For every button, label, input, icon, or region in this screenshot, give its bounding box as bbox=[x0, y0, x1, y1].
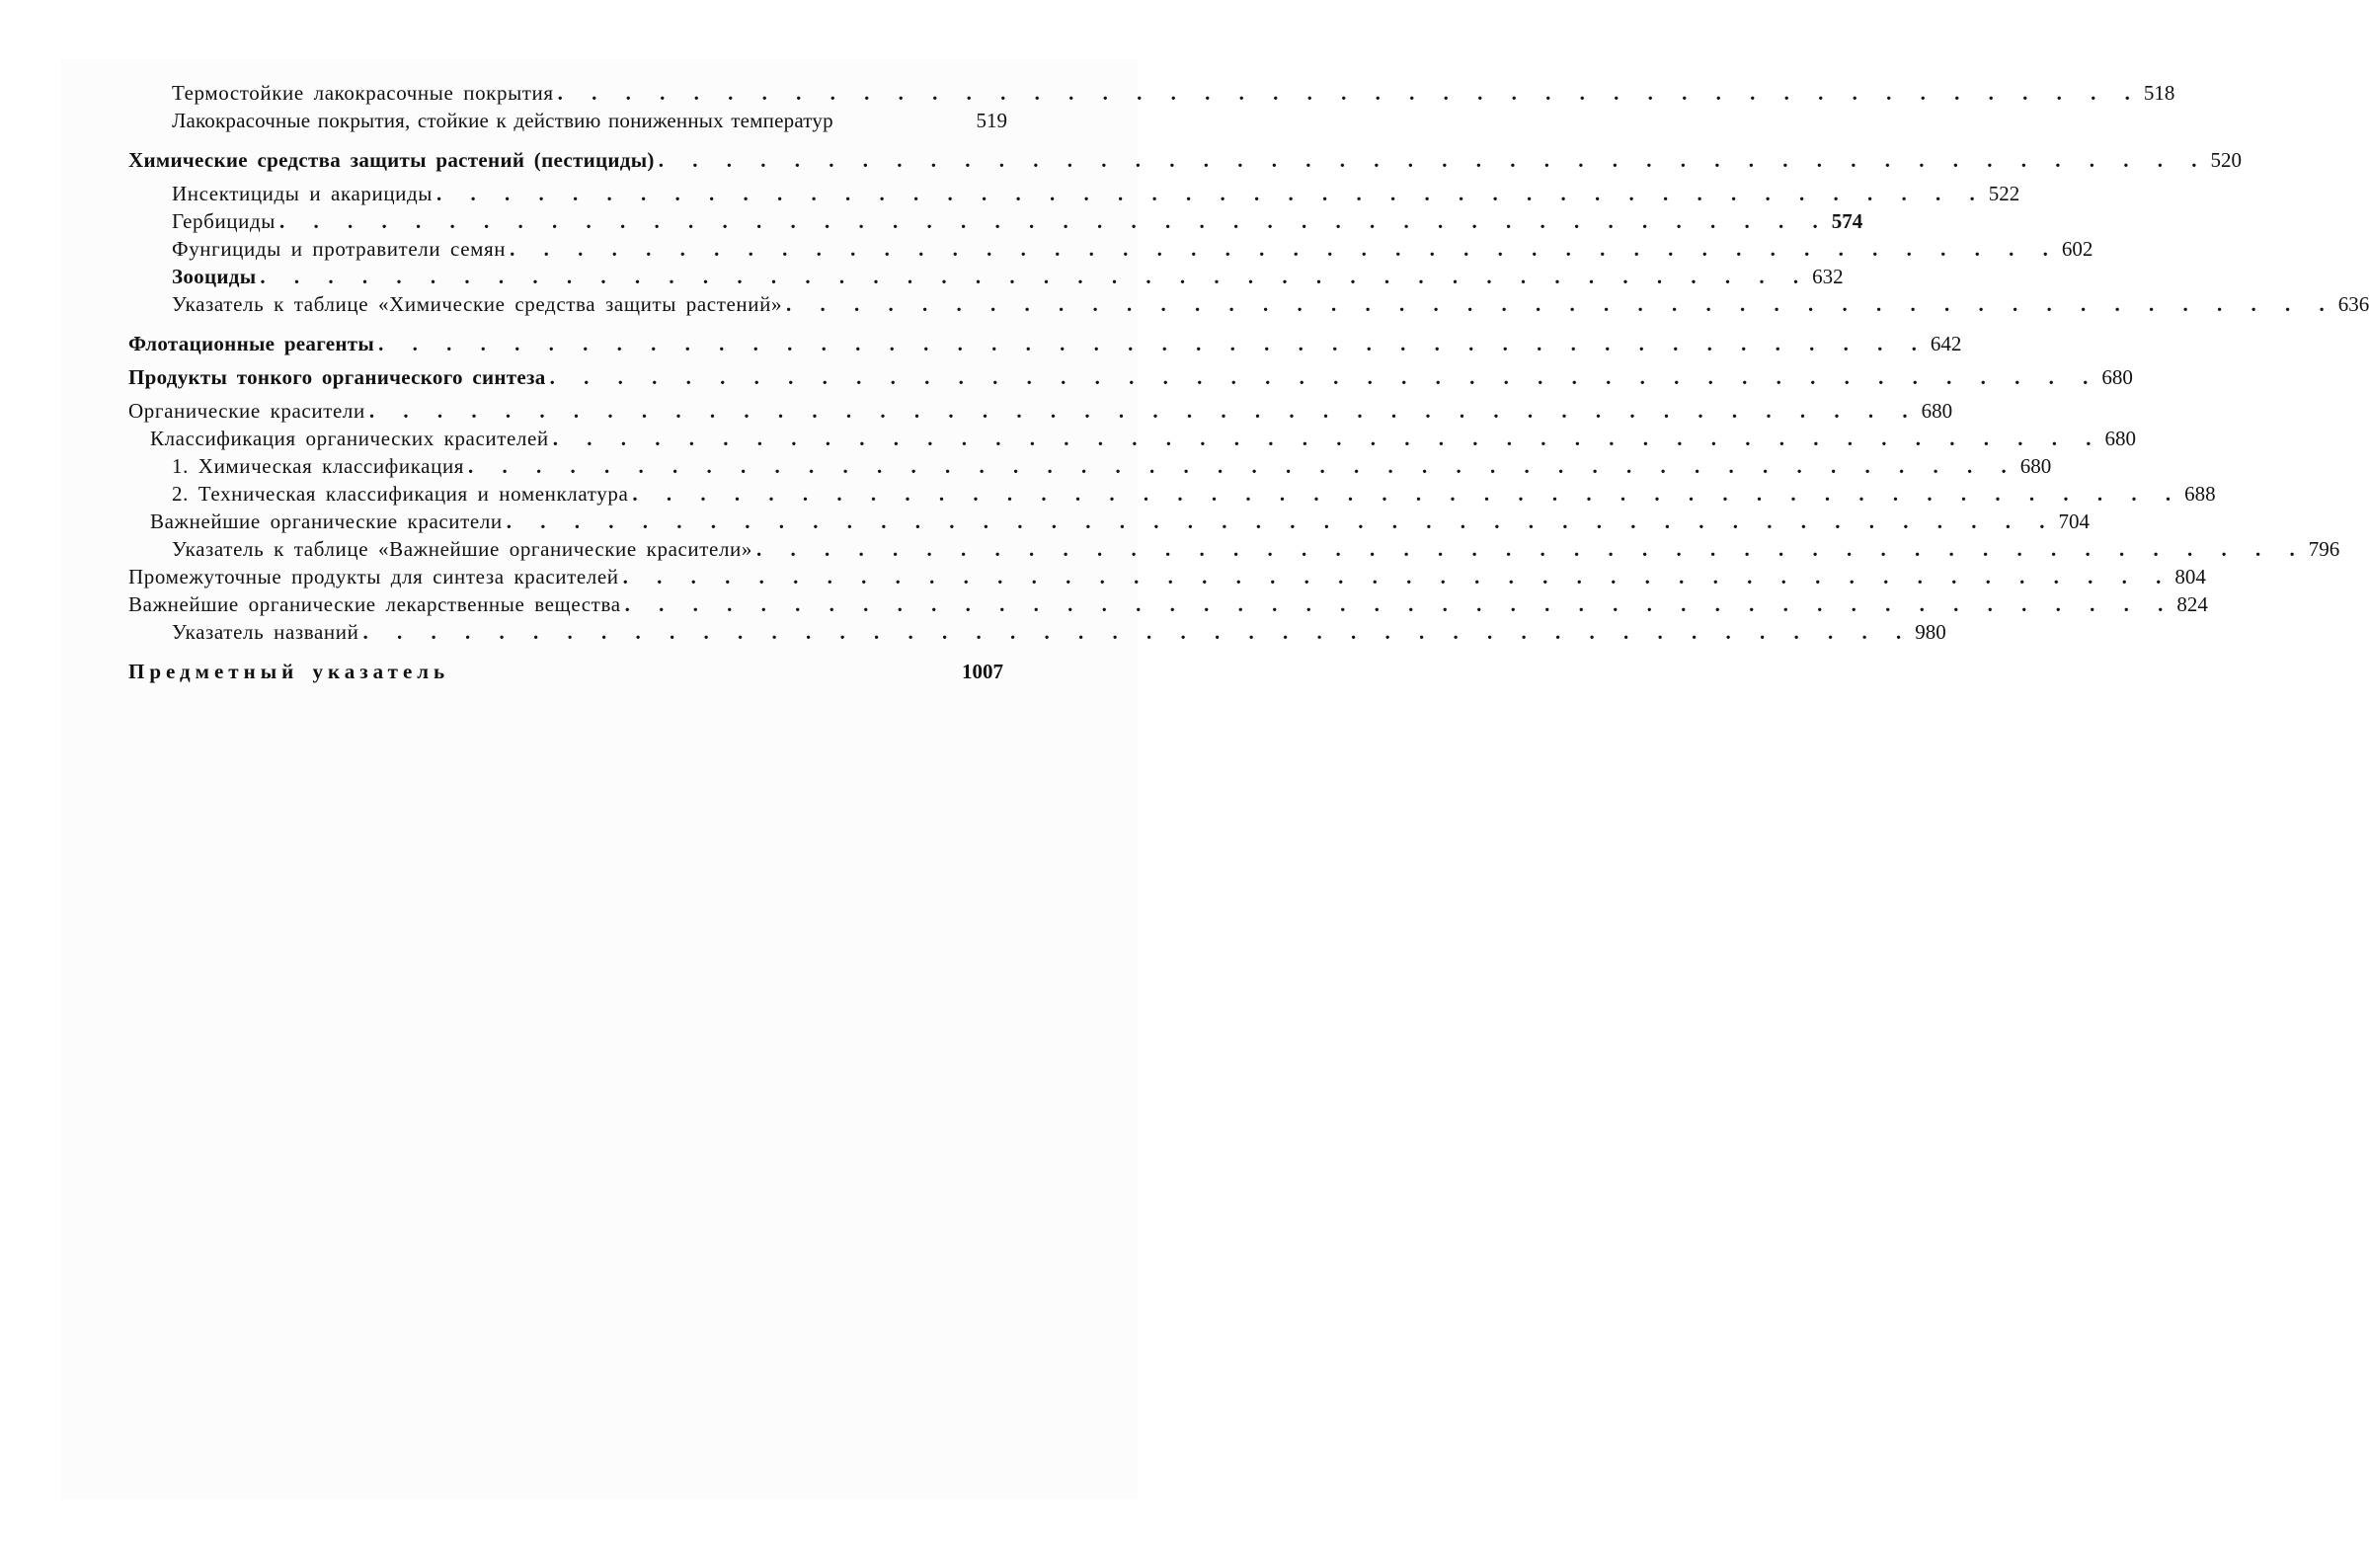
toc-section-title: Предметный указатель bbox=[128, 660, 450, 683]
toc-section-title: Флотационные реагенты bbox=[128, 332, 375, 355]
toc-entry[interactable] bbox=[128, 618, 1946, 646]
toc-entry[interactable] bbox=[128, 79, 2175, 107]
toc-entry-title: Указатель названий bbox=[172, 620, 359, 644]
toc-section-title: Химические средства защиты растений (пестициды) bbox=[128, 148, 655, 172]
toc-entry-page: 602 bbox=[2061, 237, 2093, 261]
toc-entry-title: Указатель к таблице «Важнейшие органические красители» bbox=[172, 537, 752, 561]
toc-leader-dots: . . . . . . . . . . . . . . . . . . . . . . . . . . . . . . . . . . . . . . . . . . . . . . bbox=[378, 332, 1927, 355]
toc-entry-page: 574 bbox=[1831, 209, 1863, 233]
toc-entry[interactable] bbox=[128, 263, 1844, 290]
toc-entry-page: 519 bbox=[976, 109, 1007, 132]
toc-leader-dots: . . . . . . . . . . . . . . . . . . . . . . . . . . . . . . . . . . . . . . . . . . . . . . bbox=[755, 537, 2305, 561]
toc-section-page: 520 bbox=[2210, 148, 2242, 172]
toc-entry-title: Зооциды bbox=[172, 265, 257, 288]
toc-entry-title: Гербициды bbox=[172, 209, 276, 233]
toc-entry-page: 980 bbox=[1915, 620, 1946, 644]
toc-leader-dots: . . . . . . . . . . . . . . . . . . . . . . . . . . . . . . . . . . . . . . . . . . . . . . bbox=[368, 399, 1918, 423]
toc-section-title: Продукты тонкого органического синтеза bbox=[128, 365, 546, 389]
toc-section[interactable] bbox=[128, 397, 1953, 425]
toc-entry-page: 518 bbox=[2143, 81, 2175, 105]
toc-section-page: 642 bbox=[1930, 332, 1962, 355]
toc-entry-title: 2. Техническая классификация и номенклатура bbox=[172, 482, 629, 506]
toc-section[interactable] bbox=[128, 658, 1007, 685]
toc-entry[interactable] bbox=[128, 425, 2137, 452]
toc-entry-title: 1. Химическая классификация bbox=[172, 454, 465, 478]
toc-section[interactable] bbox=[128, 563, 2206, 590]
toc-section-title: Органические красители bbox=[128, 399, 365, 423]
toc-entry-title: Важнейшие органические красители bbox=[150, 510, 503, 533]
toc-section-page: 680 bbox=[2101, 365, 2133, 389]
toc-entry-page: 632 bbox=[1812, 265, 1844, 288]
toc-section[interactable] bbox=[128, 330, 1962, 357]
table-of-contents bbox=[128, 79, 2369, 685]
toc-section[interactable] bbox=[128, 590, 2208, 618]
toc-leader-dots: . . . . . . . . . . . . . . . . . . . . . . . . . . . . . . . . . . . . . . . . . . . . . . bbox=[658, 148, 2207, 172]
toc-leader-dots: . . . . . . . . . . . . . . . . . . . . . . . . . . . . . . . . . . . . . . . . . . . . . . . bbox=[557, 81, 2140, 105]
toc-leader-dots: . . . . . . . . . . . . . . . . . . . . . . . . . . . . . . . . . . . . . . . . . . . . . . bbox=[622, 565, 2172, 588]
toc-entry[interactable] bbox=[128, 508, 2091, 535]
toc-entry-page: 636 bbox=[2337, 292, 2369, 316]
toc-leader-dots: . . . . . . . . . . . . . . . . . . . . . . . . . . . . . . . . . . . . . . . . . . . . . . bbox=[506, 510, 2055, 533]
toc-entry-page: 688 bbox=[2184, 482, 2216, 506]
toc-entry-page: 796 bbox=[2308, 537, 2340, 561]
toc-entry-page: 680 bbox=[2019, 454, 2052, 478]
toc-section-page: 680 bbox=[1921, 399, 1953, 423]
toc-section-title: Промежуточные продукты для синтеза красителей bbox=[128, 565, 619, 588]
toc-entry-title: Указатель к таблице «Химические средства защиты растений» bbox=[172, 292, 783, 316]
toc-leader-dots: . . . . . . . . . . . . . . . . . . . . . . . . . . . . . . . . . . . . . . . . . . . . . . bbox=[552, 427, 2101, 450]
toc-section-page: 1007 bbox=[962, 660, 1003, 683]
toc-leader-dots: . . . . . . . . . . . . . . . . . . . . . . . . . . . . . . . . . . . . . . . . . . . . . . bbox=[786, 292, 2334, 316]
toc-leader-dots: . . . . . . . . . . . . . . . . . . . . . . . . . . . . . . . . . . . . . . . . . . . . . . bbox=[632, 482, 2181, 506]
toc-leader-dots: . . . . . . . . . . . . . . . . . . . . . . . . . . . . . . . . . . . . . . . . . . . . . . bbox=[278, 209, 1828, 233]
toc-entry-title: Инсектициды и акарициды bbox=[172, 182, 433, 205]
toc-entry-page: 704 bbox=[2058, 510, 2091, 533]
toc-entry[interactable] bbox=[128, 207, 1863, 235]
toc-leader-dots: . . . . . . . . . . . . . . . . . . . . . . . . . . . . . . . . . . . . . . . . . . . . . . bbox=[549, 365, 2098, 389]
toc-entry[interactable] bbox=[128, 452, 2052, 480]
toc-leader-dots: . . . . . . . . . . . . . . . . . . . . . . . . . . . . . . . . . . . . . . . . . . . . . . bbox=[510, 237, 2058, 261]
toc-section[interactable] bbox=[128, 363, 2133, 391]
toc-entry-title: Классификация органических красителей bbox=[150, 427, 549, 450]
toc-entry-page: 522 bbox=[1988, 182, 2020, 205]
toc-section[interactable] bbox=[128, 146, 2242, 174]
toc-leader-dots: . . . . . . . . . . . . . . . . . . . . . . . . . . . . . . . . . . . . . . . . . . . . . . bbox=[468, 454, 2016, 478]
toc-entry[interactable] bbox=[128, 480, 2216, 508]
toc-entry[interactable] bbox=[128, 290, 2369, 318]
toc-entry-title: Термостойкие лакокрасочные покрытия bbox=[172, 81, 554, 105]
toc-entry[interactable] bbox=[128, 235, 2093, 263]
toc-leader-dots: . . . . . . . . . . . . . . . . . . . . . . . . . . . . . . . . . . . . . . . . . . . . . . bbox=[362, 620, 1912, 644]
toc-entry[interactable] bbox=[128, 180, 2020, 207]
toc-section-page: 804 bbox=[2174, 565, 2206, 588]
toc-leader-dots: . . . . . . . . . . . . . . . . . . . . . . . . . . . . . . . . . . . . . . . . . . . . . . bbox=[260, 265, 1809, 288]
toc-section-page: 824 bbox=[2176, 592, 2208, 616]
toc-entry-page: 680 bbox=[2104, 427, 2137, 450]
toc-entry[interactable] bbox=[128, 107, 1007, 134]
toc-leader-dots: . . . . . . . . . . . . . . . . . . . . . . . . . . . . . . . . . . . . . . . . . . . . . . bbox=[624, 592, 2173, 616]
toc-entry-title: Фунгициды и протравители семян bbox=[172, 237, 507, 261]
toc-entry[interactable] bbox=[128, 535, 2340, 563]
toc-section-title: Важнейшие органические лекарственные вещества bbox=[128, 592, 621, 616]
toc-leader-dots: . . . . . . . . . . . . . . . . . . . . . . . . . . . . . . . . . . . . . . . . . . . . . . bbox=[436, 182, 1985, 205]
toc-entry-title: Лакокрасочные покрытия, стойкие к действию пониженных температур bbox=[172, 109, 833, 132]
